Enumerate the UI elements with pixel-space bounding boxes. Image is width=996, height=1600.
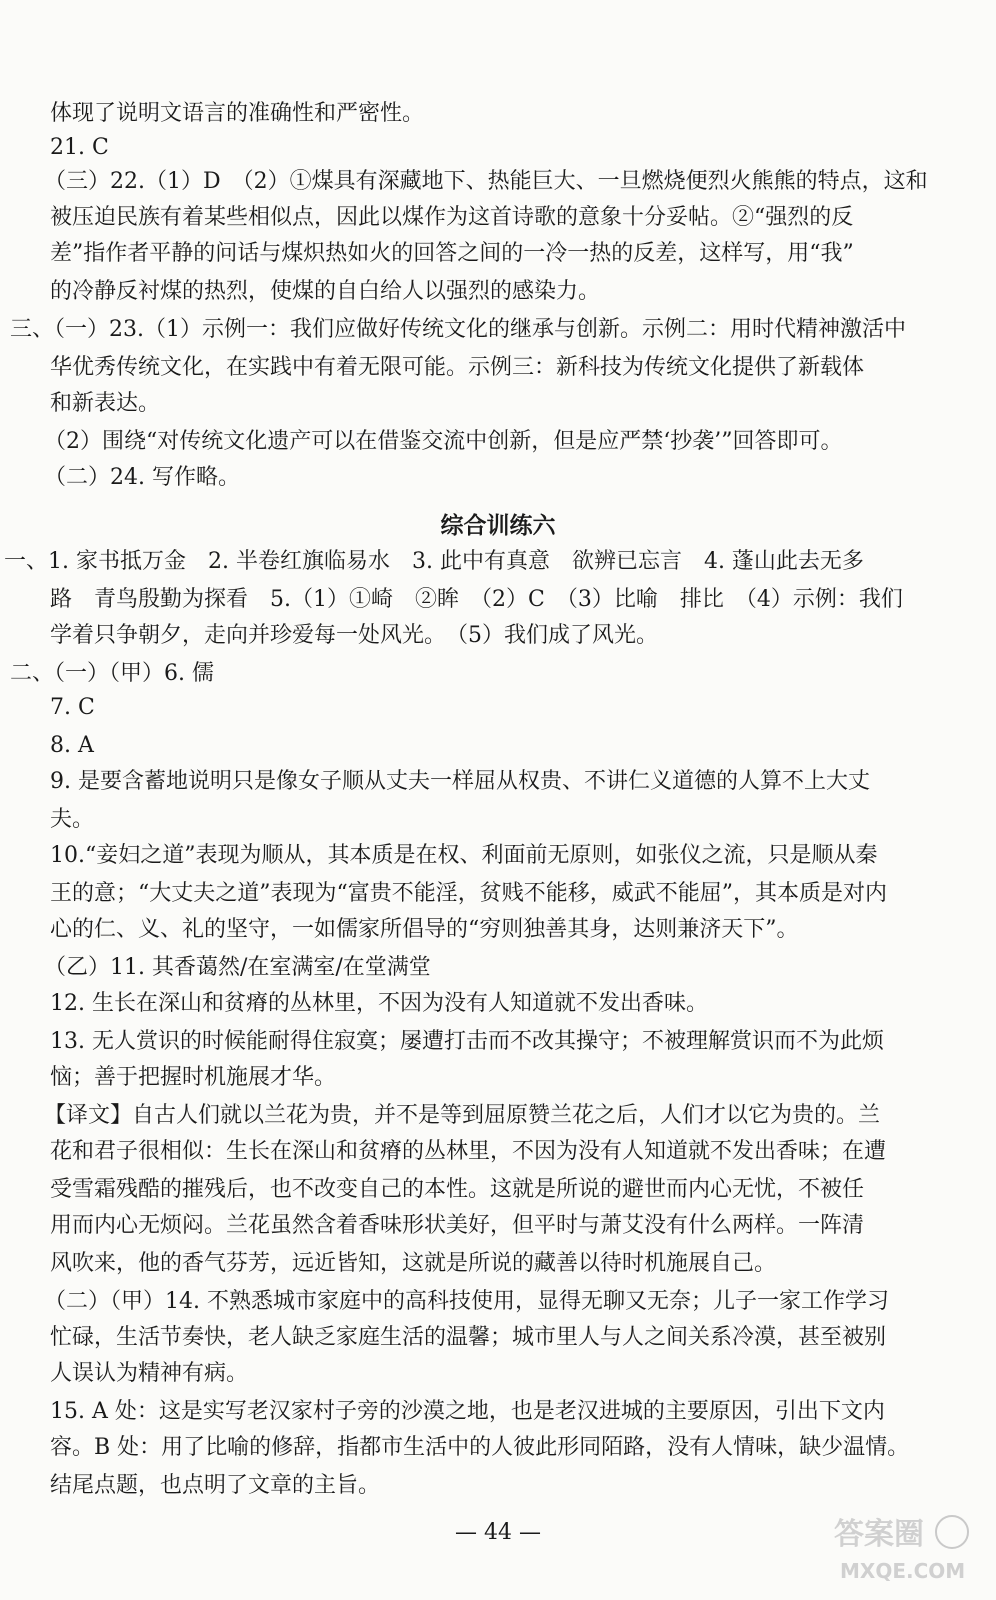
text-line: 的冷静反衬煤的热烈，使煤的自白给人以强烈的感染力。 — [50, 279, 601, 304]
text-line: 学着只争朝夕，走向并珍爱每一处风光。 （5）我们成了风光。 — [50, 623, 658, 648]
watermark-logo-icon — [828, 1506, 978, 1586]
text-line: 三、（一）23.（1）示例一：我们应做好传统文化的继承与创新。示例二：用时代精神激活中 — [10, 317, 906, 342]
text-line: 【译文】自古人们就以兰花为贵，并不是等到屈原赞兰花之后，人们才以它为贵的。兰 — [44, 1103, 881, 1128]
text-line: 花和君子很相似：生长在深山和贫瘠的丛林里，不因为没有人知道就不发出香味；在遭 — [50, 1139, 887, 1164]
text-line: 二、（一）（甲）6. 儒 — [10, 661, 214, 686]
text-line: 15. A 处：这是实写老汉家村子旁的沙漠之地，也是老汉进城的主要原因，引出下文内 — [50, 1399, 885, 1424]
text-line: 体现了说明文语言的准确性和严密性。 — [50, 101, 425, 126]
text-line: （二）（甲）14. 不熟悉城市家庭中的高科技使用，显得无聊又无奈；儿子一家工作学习 — [44, 1289, 889, 1314]
text-line: 风吹来，他的香气芬芳，远近皆知，这就是所说的藏善以待时机施展自己。 — [50, 1251, 777, 1276]
text-line: （2）围绕“对传统文化遗产可以在借鉴交流中创新，但是应严禁‘抄袭’”回答即可。 — [44, 429, 843, 454]
text-line: 夫。 — [50, 807, 95, 832]
text-line: 用而内心无烦闷。兰花虽然含着香味形状美好，但平时与萧艾没有什么两样。一阵清 — [50, 1213, 865, 1238]
text-line: 9. 是要含蓄地说明只是像女子顺从丈夫一样屈从权贵、不讲仁义道德的人算不上大丈 — [50, 769, 870, 794]
text-line: 恼；善于把握时机施展才华。 — [50, 1065, 337, 1090]
text-line: 路 青鸟殷勤为探看 5.（1）①崎 ②眸 （2）C （3）比喻 排比 （4）示例：我们 — [50, 587, 903, 612]
text-line: 7. C — [50, 695, 95, 720]
text-line: 容。B 处：用了比喻的修辞，指都市生活中的人彼此形同陌路，没有人情味，缺少温情。 — [50, 1435, 910, 1460]
page-number: — 44 — — [455, 1520, 541, 1545]
text-line: （二）24. 写作略。 — [44, 465, 240, 490]
section-title: 综合训练六 — [440, 512, 556, 539]
text-line: （三）22.（1）D （2）①煤具有深藏地下、热能巨大、一旦燃烧便烈火熊熊的特点，这和 — [44, 169, 928, 194]
text-line: 华优秀传统文化，在实践中有着无限可能。示例三：新科技为传统文化提供了新载体 — [50, 355, 865, 380]
text-line: 心的仁、义、礼的坚守，一如儒家所倡导的“穷则独善其身，达则兼济天下”。 — [50, 917, 799, 942]
text-line: 王的意；“大丈夫之道”表现为“富贵不能淫，贫贱不能移，威武不能屈”，其本质是对内 — [50, 881, 887, 906]
text-line: 13. 无人赏识的时候能耐得住寂寞；屡遭打击而不改其操守；不被理解赏识而不为此烦 — [50, 1029, 884, 1054]
text-line: 结尾点题，也点明了文章的主旨。 — [50, 1473, 381, 1498]
text-line: 人误认为精神有病。 — [50, 1361, 249, 1386]
text-line: 8. A — [50, 733, 94, 758]
text-line: 一、1. 家书抵万金 2. 半卷红旗临易水 3. 此中有真意 欲辨已忘言 4. 蓬山此去无多 — [4, 549, 864, 574]
text-line: 21. C — [50, 135, 109, 160]
text-line: 被压迫民族有着某些相似点，因此以煤作为这首诗歌的意象十分妥帖。②“强烈的反 — [50, 205, 854, 230]
text-line: 忙碌，生活节奏快，老人缺乏家庭生活的温馨；城市里人与人之间关系冷漠，甚至被别 — [50, 1325, 887, 1350]
text-line: 10.“妾妇之道”表现为顺从，其本质是在权、利面前无原则，如张仪之流，只是顺从秦 — [50, 843, 878, 868]
text-line: 和新表达。 — [50, 391, 161, 416]
text-line: 差”指作者平静的问话与煤炽热如火的回答之间的一冷一热的反差，这样写，用“我” — [50, 241, 854, 266]
text-line: 受雪霜残酷的摧残后，也不改变自己的本性。这就是所说的避世而内心无忧，不被任 — [50, 1177, 865, 1202]
text-line: 12. 生长在深山和贫瘠的丛林里，不因为没有人知道就不发出香味。 — [50, 991, 708, 1016]
watermark-text: 答案圈 — [834, 1517, 924, 1552]
watermark-url: MXQE.COM — [840, 1559, 966, 1583]
text-line: （乙）11. 其香蔼然/在室满室/在堂满堂 — [44, 955, 431, 980]
